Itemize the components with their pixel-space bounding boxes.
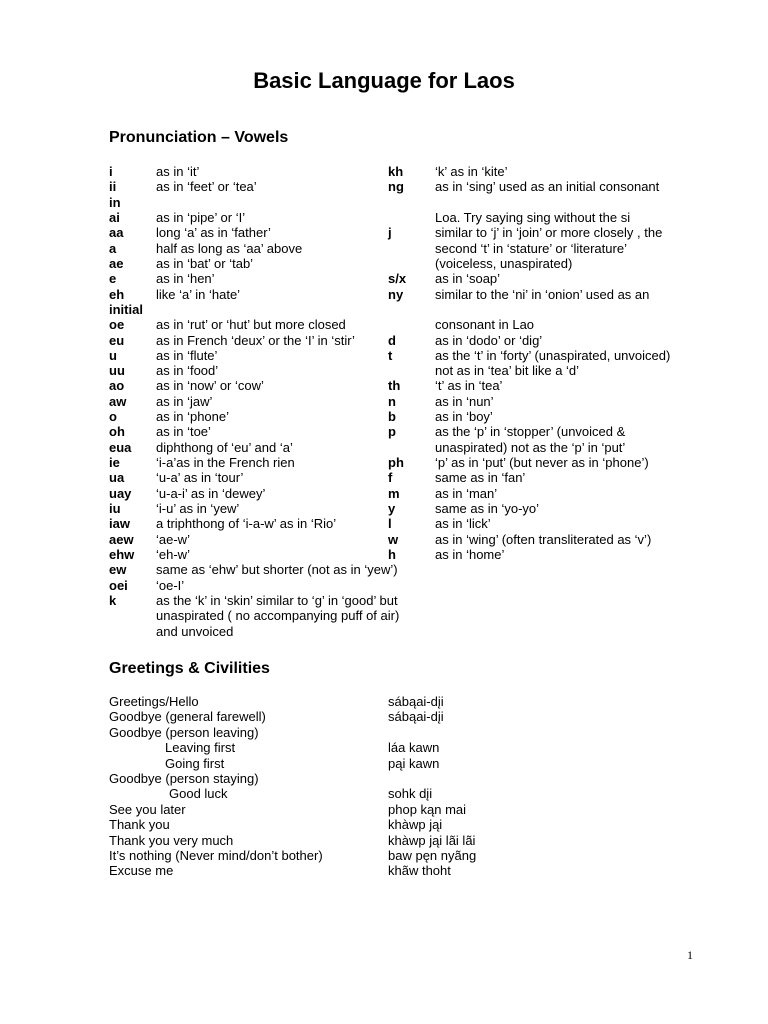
consonant-description: as the ‘t’ in ‘forty’ (unaspirated, unvoiced): [435, 347, 671, 363]
greeting-english: See you later: [109, 801, 186, 817]
consonant-description: as in ‘dodo’ or ‘dig’: [435, 332, 543, 348]
vowel-description: as in ‘rut’ or ‘hut’ but more closed: [156, 317, 346, 333]
consonant-code: w: [388, 531, 399, 547]
consonant-code: m: [388, 485, 400, 501]
vowel-description: unaspirated ( no accompanying puff of air): [156, 608, 400, 624]
greeting-english: Going first: [165, 755, 225, 771]
vowel-description: as in ‘bat’ or ‘tab’: [156, 255, 254, 271]
consonant-description: similar to the ‘ni’ in ‘onion’ used as an: [435, 286, 650, 302]
consonant-code: j: [388, 225, 392, 241]
consonant-code: y: [388, 501, 396, 517]
consonant-description: as in ‘boy’: [435, 409, 493, 425]
vowel-description: same as ‘ehw’ but shorter (not as in ‘yew’): [156, 562, 398, 578]
consonant-description: similar to ‘j’ in ‘join’ or more closely , the: [435, 225, 663, 241]
greeting-english: Thank you: [109, 817, 170, 833]
vowel-description: as in ‘toe’: [156, 424, 211, 440]
consonant-code: ph: [388, 455, 404, 471]
vowel-code: in: [109, 194, 121, 210]
vowel-code: aw: [109, 393, 127, 409]
vowel-description: ‘oe-I’: [156, 577, 185, 593]
vowel-code: e: [109, 271, 117, 287]
vowel-code: ii: [109, 179, 117, 195]
vowel-code: ai: [109, 209, 120, 225]
vowel-description: as in ‘it’: [156, 164, 200, 179]
vowel-code: ao: [109, 378, 125, 394]
consonant-code: b: [388, 409, 396, 425]
vowel-code: ua: [109, 470, 125, 486]
vowel-code: ae: [109, 255, 124, 271]
greeting-english: Goodbye (person staying): [109, 771, 259, 786]
greeting-lao: sohk dįi: [388, 786, 433, 802]
vowels-heading: Pronunciation – Vowels: [109, 129, 289, 146]
vowel-description: ‘i-u’ as in ‘yew’: [156, 501, 240, 517]
consonant-description: ‘p’ as in ‘put’ (but never as in ‘phone’): [435, 455, 649, 471]
vowel-description: ‘eh-w’: [156, 547, 190, 562]
consonant-code: l: [388, 516, 392, 532]
vowel-code: ehw: [109, 547, 135, 562]
consonant-code: h: [388, 547, 396, 562]
vowel-code: a: [109, 240, 117, 256]
vowel-description: as in ‘hen’: [156, 271, 215, 287]
consonant-code: f: [388, 470, 393, 486]
vowel-description: as in ‘pipe’ or ‘I’: [156, 209, 246, 225]
vowel-code: k: [109, 592, 117, 608]
vowel-code: iu: [109, 501, 121, 517]
consonant-description: Loa. Try saying sing without the si: [435, 209, 631, 225]
vowel-code: i: [109, 164, 113, 179]
consonant-description: as in ‘man’: [435, 485, 498, 501]
greeting-lao: khãw thoht: [388, 863, 451, 879]
greeting-lao: láa kawn: [388, 740, 440, 756]
vowel-description: as in ‘now’ or ‘cow’: [156, 378, 264, 394]
vowel-description: as in ‘food’: [156, 363, 219, 379]
vowel-code: eu: [109, 332, 125, 348]
vowel-code: ie: [109, 455, 120, 471]
greeting-english: Greetings/Hello: [109, 694, 199, 709]
vowel-code: eh: [109, 286, 125, 302]
consonant-code: n: [388, 393, 396, 409]
vowel-description: as in ‘phone’: [156, 409, 229, 425]
vowel-description: as in ‘feet’ or ‘tea’: [156, 179, 257, 195]
consonant-code: s/x: [388, 271, 407, 287]
consonant-description: unaspirated) not as the ‘p’ in ‘put’: [435, 439, 626, 455]
greeting-english: Thank you very much: [109, 832, 234, 848]
vowel-description: like ‘a’ in ‘hate’: [156, 286, 241, 302]
vowel-code: u: [109, 347, 117, 363]
vowel-description: diphthong of ‘eu’ and ‘a’: [156, 439, 293, 455]
consonant-code: d: [388, 332, 396, 348]
vowel-description: as in ‘flute’: [156, 347, 218, 363]
consonant-description: as in ‘soap’: [435, 271, 501, 287]
consonant-description: as in ‘wing’ (often transliterated as ‘v’): [435, 531, 652, 547]
vowel-description: ‘i-a’as in the French rien: [156, 455, 295, 471]
greetings-heading: Greetings & Civilities: [109, 660, 270, 677]
greeting-english: Good luck: [169, 786, 228, 802]
consonant-description: ‘k’ as in ‘kite’: [435, 164, 508, 179]
vowel-code: initial: [109, 301, 143, 317]
consonant-description: as in ‘nun’: [435, 393, 494, 409]
consonant-description: as the ‘p’ in ‘stopper’ (unvoiced &: [435, 424, 626, 440]
consonant-code: ny: [388, 286, 404, 302]
vowel-description: half as long as ‘aa’ above: [156, 240, 303, 256]
vowel-code: oe: [109, 317, 125, 333]
greeting-lao: sábąai-dįi: [388, 694, 444, 709]
vowel-code: oei: [109, 577, 128, 593]
greeting-english: Goodbye (general farewell): [109, 709, 266, 725]
greeting-english: It’s nothing (Never mind/don’t bother): [109, 848, 323, 863]
consonant-code: p: [388, 424, 396, 440]
consonant-description: (voiceless, unaspirated): [435, 255, 573, 271]
consonant-description: as in ‘sing’ used as an initial consonant: [435, 179, 660, 195]
consonant-description: as in ‘lick’: [435, 516, 491, 532]
vowel-code: uay: [109, 485, 132, 501]
vowel-description: long ‘a’ as in ‘father’: [156, 225, 271, 241]
greeting-lao: phop kąn mai: [388, 801, 467, 817]
vowel-description: ‘u-a’ as in ‘tour’: [156, 470, 244, 486]
vowel-code: eua: [109, 439, 132, 455]
greeting-english: Leaving first: [165, 740, 236, 756]
page-number: 1: [687, 948, 693, 962]
vowel-code: oh: [109, 424, 125, 440]
vowel-code: aa: [109, 225, 124, 241]
consonant-code: kh: [388, 164, 404, 179]
greeting-lao: khàwp jąi lãi lãi: [388, 832, 476, 848]
consonant-description: second ‘t’ in ‘stature’ or ‘literature’: [435, 240, 627, 256]
vowel-code: ew: [109, 562, 127, 578]
greeting-lao: baw pęn nyãng: [388, 848, 477, 863]
consonant-description: same as in ‘yo-yo’: [435, 501, 540, 517]
vowel-code: aew: [109, 531, 134, 547]
consonant-description: as in ‘home’: [435, 547, 505, 562]
vowel-description: as in French ‘deux’ or the ‘I’ in ‘stir’: [156, 332, 355, 348]
vowel-description: as the ‘k’ in ‘skin’ similar to ‘g’ in ‘good’ but: [156, 592, 398, 608]
vowel-description: and unvoiced: [156, 623, 234, 639]
greeting-lao: sábąai-dįi: [388, 709, 444, 725]
vowel-description: a triphthong of ‘i-a-w’ as in ‘Rio’: [156, 516, 337, 532]
consonant-description: same as in ‘fan’: [435, 470, 526, 486]
vowel-code: uu: [109, 363, 125, 379]
vowel-description: ‘u-a-i’ as in ‘dewey’: [156, 485, 266, 501]
vowel-code: o: [109, 409, 117, 425]
greeting-lao: khàwp jąi: [388, 817, 443, 833]
consonant-description: consonant in Lao: [435, 317, 535, 333]
consonant-code: th: [388, 378, 401, 394]
greeting-english: Goodbye (person leaving): [109, 724, 259, 740]
consonant-description: ‘t’ as in ‘tea’: [435, 378, 503, 394]
greeting-lao: pąi kawn: [388, 755, 440, 771]
consonant-code: ng: [388, 179, 404, 195]
vowel-description: as in ‘jaw’: [156, 393, 213, 409]
consonant-code: t: [388, 347, 393, 363]
page-title: Basic Language for Laos: [253, 68, 515, 93]
vowel-description: ‘ae-w’: [156, 531, 190, 547]
consonant-description: not as in ‘tea’ bit like a ‘d’: [435, 363, 580, 379]
greeting-english: Excuse me: [109, 863, 174, 879]
vowel-code: iaw: [109, 516, 130, 532]
